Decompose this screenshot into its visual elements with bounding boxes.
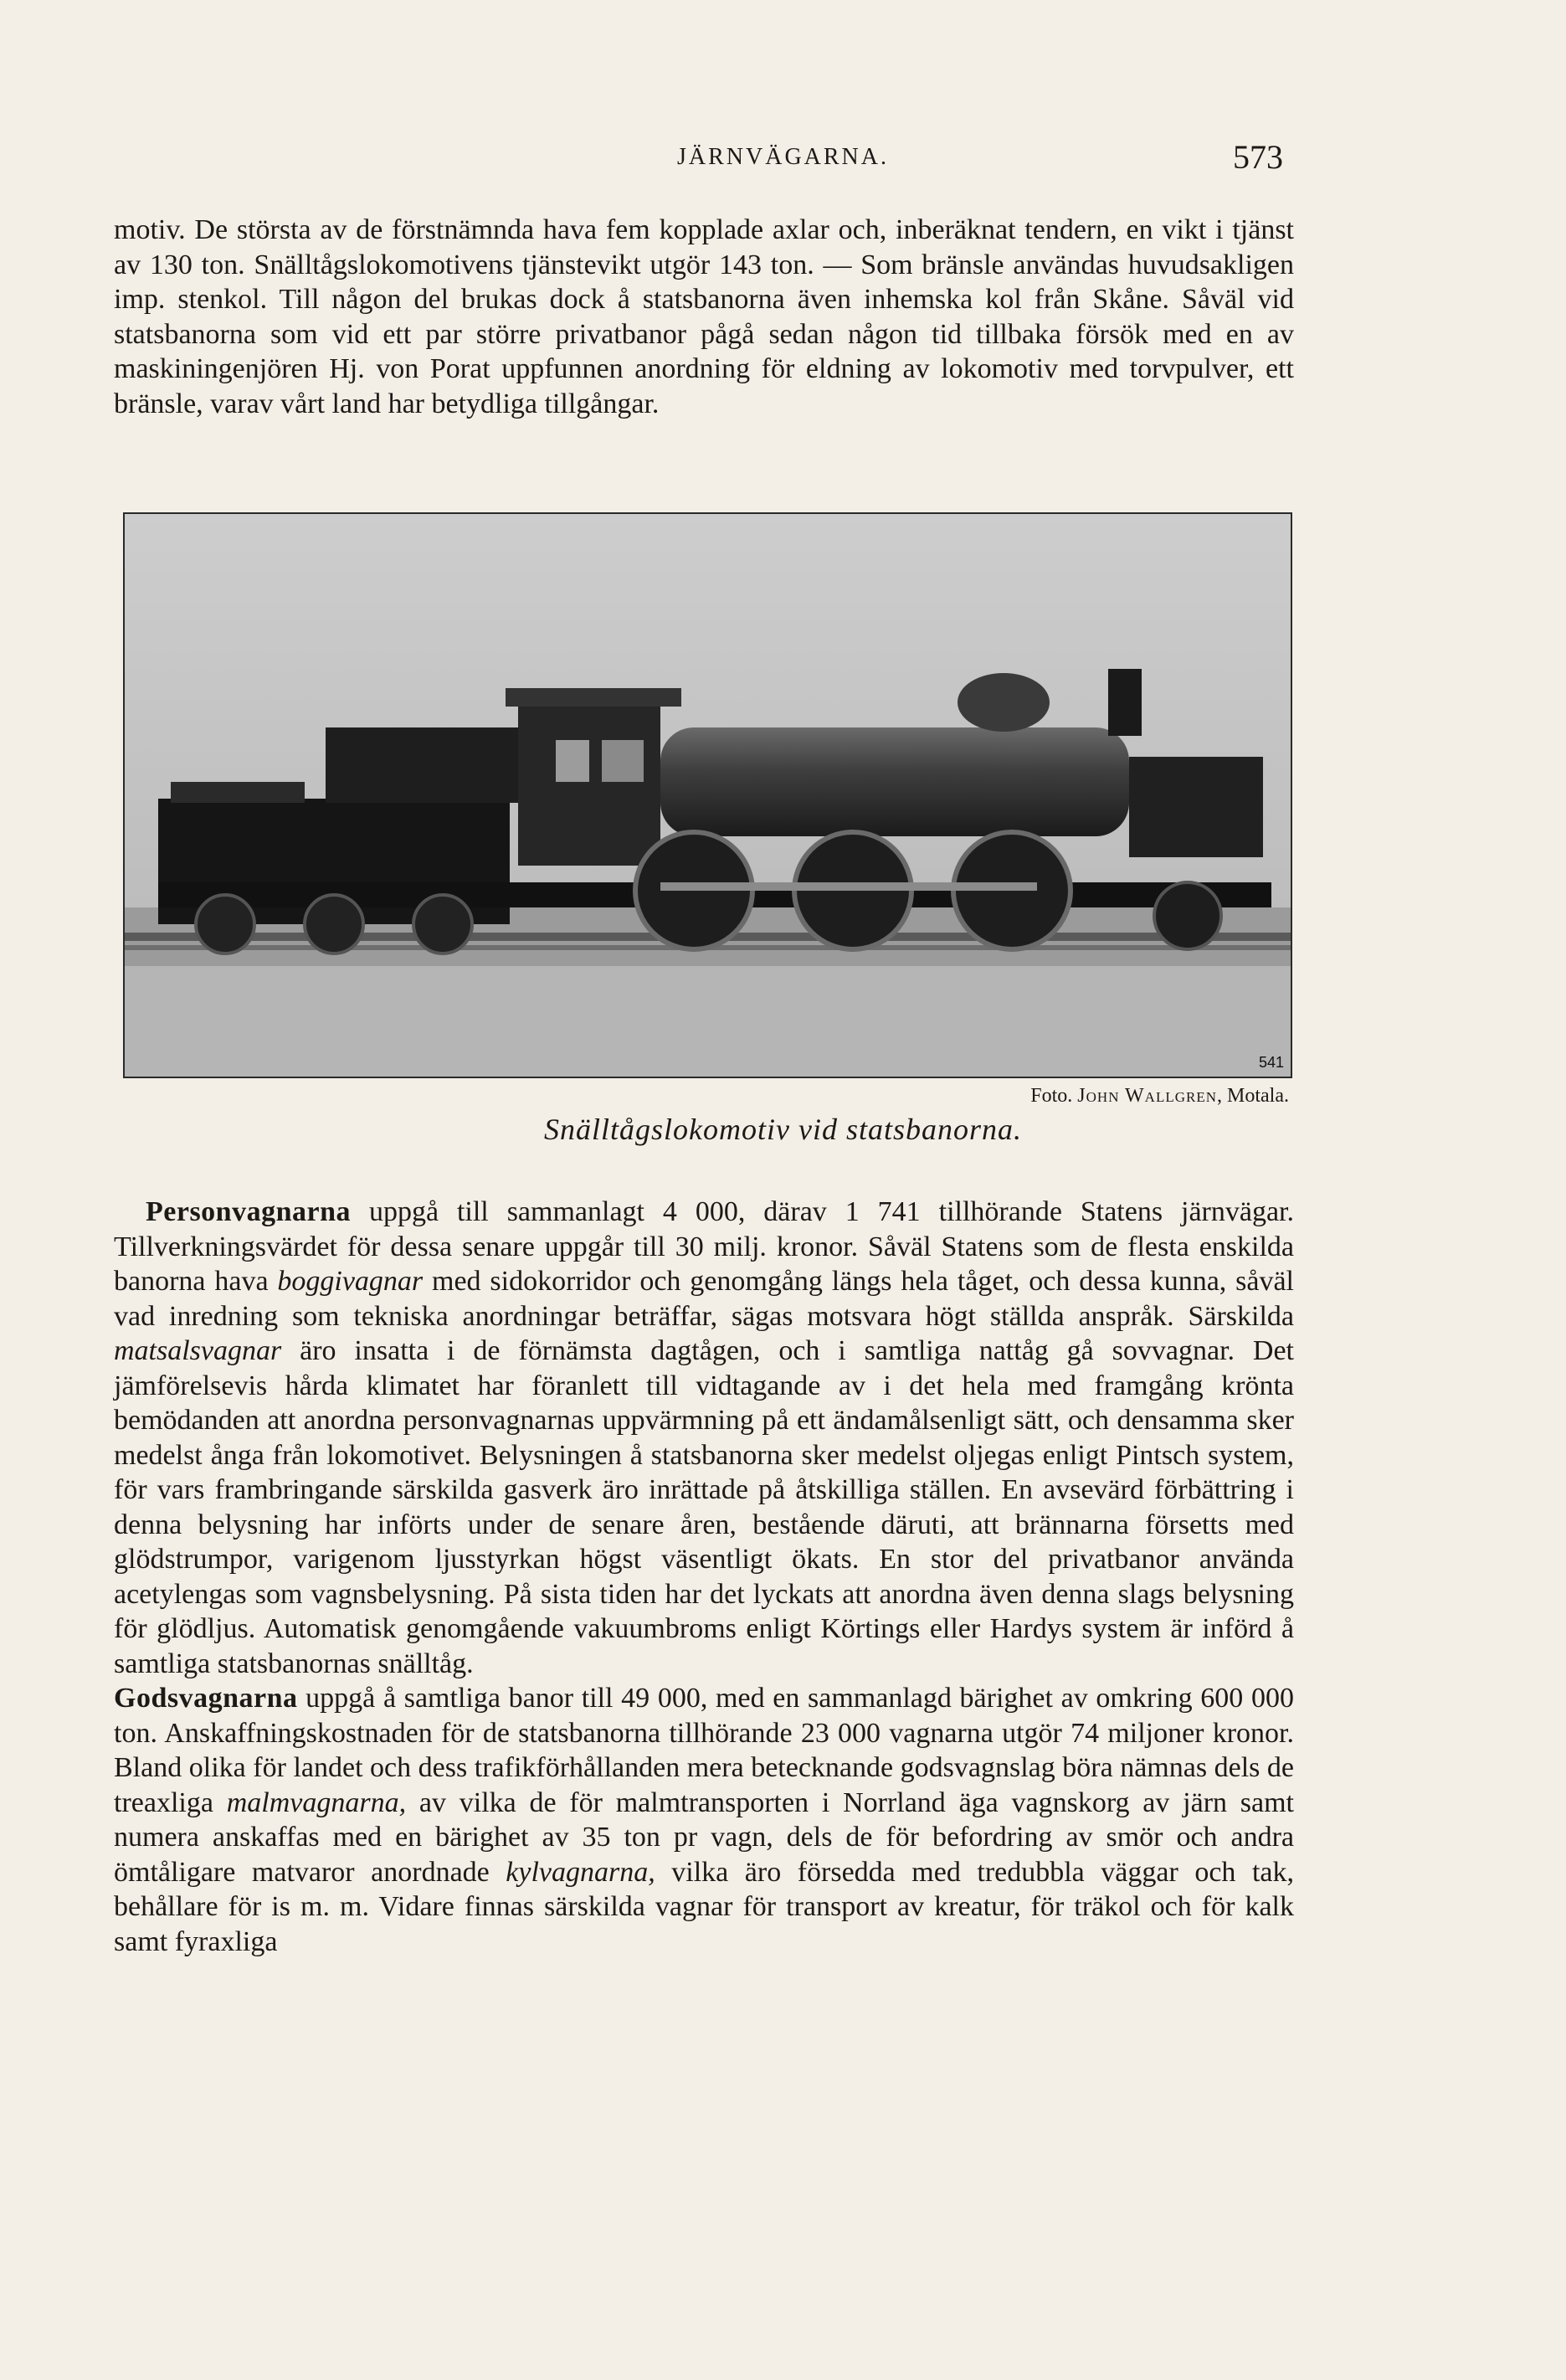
persons-text-1: uppgå till sammanlagt 4 000, därav 1 741 tillhörande Statens järnvägar. Tillverkningsvärdet för dessa senare uppgår till 30 milj. kronor. Såväl Statens som de flesta enskilda banorna hava bbox=[114, 1196, 1294, 1297]
intro-text: motiv. De största av de förstnämnda hava fem kopplade axlar och, inberäknat tendern, en vikt i tjänst av 130 ton. Snälltågslokomotivens tjänstevikt utgör 143 ton. — Som bränsle användas huvudsakligen imp. stenkol. Till någon del brukas dock å statsbanorna även inhemska kol från Skåne. Såväl vid statsbanorna som vid ett par större privatbanor pågå sedan någon tid tillbaka försök med en av maskiningenjören Hj. von Porat uppfunnen anordning för eldning av lokomotiv med torvpulver, ett bränsle, varav vårt land har betydliga tillgångar. bbox=[114, 214, 1294, 419]
persons-lead: Personvagnarna bbox=[146, 1196, 351, 1227]
photo-credit-prefix: Foto. bbox=[1030, 1085, 1073, 1107]
photo-credit-name: John Wallgren bbox=[1077, 1085, 1218, 1107]
goods-italic-1: malmvagnarna, bbox=[226, 1786, 407, 1818]
locomotive-illustration bbox=[125, 514, 1291, 1077]
photo-credit bbox=[1030, 1085, 1289, 1108]
intro-paragraph bbox=[114, 213, 1294, 421]
figure-caption: Snälltågslokomotiv vid statsbanorna. bbox=[544, 1113, 1022, 1146]
running-title: JÄRNVÄGARNA. bbox=[676, 144, 889, 170]
locomotive-photo bbox=[123, 512, 1292, 1078]
persons-text-3: äro insatta i de förnämsta dagtågen, och i samtliga nattåg gå sovvagnar. Det jämförelsevis hårda klimatet har föranlett till vidtagande av i det hela med framgång krönta bemödanden att anordna personvagnarnas uppvärmning på ett ändamålsenligt sätt, och densamma sker medelst ånga från lokomotivet. Belysningen å statsbanorna sker medelst oljegas enligt Pintsch system, för vars frambringande särskilda gasverk äro inrättade på åtskilliga ställen. En avsevärd förbättring i denna belysning har införts under de senare åren, bestående däruti, att brännarna försetts med glödstrumpor, varigenom ljusstyrkan högst väsentligt ökats. En stor del privatbanor använda acetylengas som vagnsbelysning. På sista tiden har det lyckats att anordna även denna slags belysning för glödljus. Automatisk genomgående vakuumbroms enligt Körtings eller Hardys system är införd å samtliga statsbanornas snälltåg. bbox=[114, 1335, 1294, 1679]
goods-text-2: av vilka de för malmtransporten i Norrland äga vagnskorg av järn samt numera anskaffas med en bärighet av 35 ton pr vagn, dels de för befordring av smör och andra ömtåligare matvaror anordnade bbox=[114, 1786, 1295, 1888]
persons-text-2: med sidokorridor och genomgång längs hela tåget, och dessa kunna, såväl vad inredning som tekniska anordningar beträffar, sägas motsvara högt ställda anspråk. Särskilda bbox=[114, 1266, 1294, 1332]
body-text bbox=[114, 1195, 1294, 1959]
persons-italic-2: matsalsvagnar bbox=[114, 1335, 282, 1366]
page-number: 573 bbox=[1233, 138, 1283, 176]
plate-number: 541 bbox=[1258, 1054, 1284, 1071]
goods-text-3: vilka äro försedda med tredubbla väggar och tak, behållare för is m. m. Vidare finnas särskilda vagnar för transport av kreatur, för träkol och för kalk samt fyraxliga bbox=[114, 1856, 1294, 1957]
goods-lead: Godsvagnarna bbox=[114, 1683, 298, 1714]
goods-paragraph bbox=[114, 1681, 1294, 1959]
persons-italic-1: boggivagnar bbox=[277, 1266, 424, 1297]
persons-paragraph bbox=[114, 1195, 1294, 1681]
goods-italic-2: kylvagnarna, bbox=[506, 1856, 655, 1888]
goods-text-1: uppgå å samtliga banor till 49 000, med en sammanlagd bärighet av omkring 600 000 ton. Anskaffningskostnaden för de statsbanorna tillhörande 23 000 vagnarna utgör 74 miljoner kronor. Bland olika för landet och dess trafikförhållanden mera betecknande godsvagnslag böra nämnas dels de treaxliga bbox=[114, 1683, 1294, 1818]
photo-credit-place: , Motala. bbox=[1217, 1085, 1289, 1107]
